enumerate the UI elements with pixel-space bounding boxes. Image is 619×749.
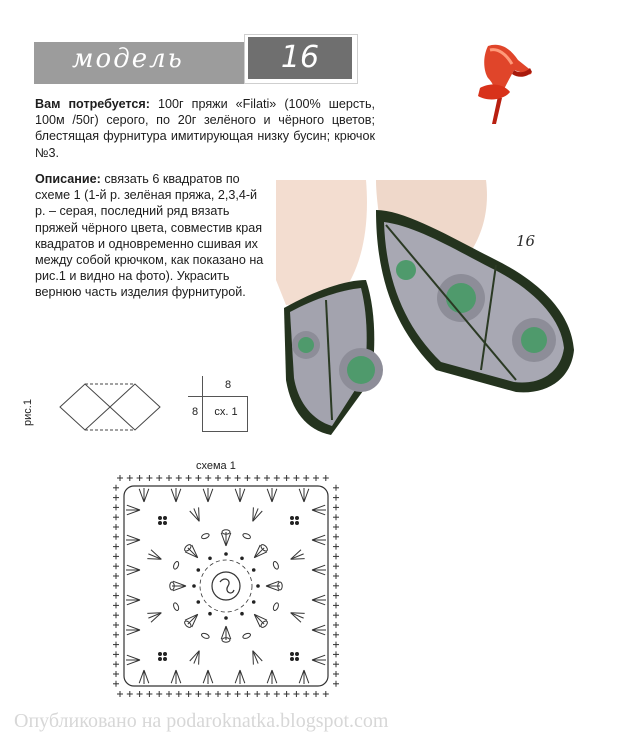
stitch-cross: [333, 632, 339, 638]
stitch-cross: [235, 691, 241, 697]
stitch-cross: [333, 651, 339, 657]
stitch-cross: [293, 691, 299, 697]
stitch-fan: [147, 550, 161, 559]
slip-stitch-dot: [290, 521, 294, 525]
stitch-cross: [254, 691, 260, 697]
stitch-cross: [264, 475, 270, 481]
slip-stitch-dot: [290, 657, 294, 661]
stitch-cross: [284, 691, 290, 697]
stitch-fan: [312, 655, 326, 665]
slip-stitch-dot: [224, 616, 228, 620]
stitch-cross: [113, 534, 119, 540]
stitch-cross: [117, 691, 123, 697]
slip-stitch-dot: [290, 652, 294, 656]
stitch-cross: [186, 691, 192, 697]
stitch-fan: [126, 595, 140, 605]
stitch-cross: [113, 602, 119, 608]
chain-stitch: [272, 602, 279, 611]
stitch-cross: [137, 475, 143, 481]
stitch-cross: [264, 691, 270, 697]
stitch-cross: [215, 475, 221, 481]
stitch-cross: [166, 475, 172, 481]
stitch-cross: [127, 475, 133, 481]
model-number: 16: [280, 40, 320, 75]
stitch-cross: [333, 563, 339, 569]
stitch-cross: [254, 475, 260, 481]
stitch-cross: [323, 475, 329, 481]
stitch-fan: [190, 507, 199, 521]
chain-stitch: [201, 533, 210, 540]
slip-stitch-dot: [256, 584, 260, 588]
stitch-fan: [171, 670, 181, 684]
figure-label: рис.1: [22, 399, 34, 426]
stitch-cross: [215, 691, 221, 697]
assembly-diagram: [58, 382, 168, 432]
stitch-cross: [166, 691, 172, 697]
slip-stitch-dot: [192, 584, 196, 588]
stitch-fan: [147, 613, 161, 622]
stitch-cross: [333, 612, 339, 618]
stitch-fan: [312, 505, 326, 515]
stitch-fan: [126, 535, 140, 545]
crochet-schema: [108, 470, 344, 700]
stitch-cross: [333, 642, 339, 648]
stitch-cross: [146, 475, 152, 481]
slip-stitch-dot: [295, 652, 299, 656]
stitch-cross: [205, 691, 211, 697]
model-title: модель: [72, 44, 184, 74]
stitch-cross: [113, 632, 119, 638]
stitch-fan: [312, 535, 326, 545]
stitch-cross: [127, 691, 133, 697]
slip-stitch-dot: [295, 521, 299, 525]
footer-watermark: Опубликовано на podaroknatka.blogspot.com: [14, 710, 389, 732]
chain-stitch: [272, 561, 279, 570]
stitch-cross: [113, 681, 119, 687]
stitch-cross: [303, 691, 309, 697]
stitch-cross: [113, 651, 119, 657]
slip-stitch-dot: [158, 516, 162, 520]
stitch-cross: [333, 495, 339, 501]
slip-stitch-dot: [295, 516, 299, 520]
stitch-cross: [113, 573, 119, 579]
stitch-cross: [146, 691, 152, 697]
slip-stitch-dot: [163, 521, 167, 525]
materials-paragraph: [35, 96, 375, 161]
stitch-fan: [139, 488, 149, 502]
stitch-cross: [333, 681, 339, 687]
stitch-cross: [176, 475, 182, 481]
photo-number-label: 16: [516, 232, 536, 250]
stitch-cross: [333, 671, 339, 677]
stitch-cross: [274, 475, 280, 481]
slip-stitch-dot: [163, 516, 167, 520]
stitch-cross: [333, 485, 339, 491]
stitch-cross: [323, 691, 329, 697]
stitch-fan: [291, 550, 305, 559]
stitch-fan: [312, 595, 326, 605]
stitch-cross: [113, 622, 119, 628]
stitch-cross: [137, 691, 143, 697]
stitch-cross: [113, 504, 119, 510]
stitch-cross: [333, 573, 339, 579]
chain-stitch: [173, 602, 180, 611]
stitch-cross: [313, 475, 319, 481]
stitch-fan: [190, 651, 199, 665]
slip-stitch-dot: [224, 552, 228, 556]
slip-stitch-dot: [163, 657, 167, 661]
slip-stitch-dot: [208, 556, 212, 560]
stitch-cross: [113, 485, 119, 491]
stitch-cross: [113, 593, 119, 599]
size-cell: сх. 1: [214, 406, 238, 418]
stitch-fan: [235, 488, 245, 502]
stitch-cross: [293, 475, 299, 481]
slip-stitch-dot: [158, 657, 162, 661]
stitch-cross: [176, 691, 182, 697]
stitch-cross: [225, 475, 231, 481]
stitch-fan: [253, 651, 262, 665]
slip-stitch-dot: [295, 657, 299, 661]
stitch-cross: [303, 475, 309, 481]
stitch-cross: [333, 504, 339, 510]
stitch-cross: [333, 544, 339, 550]
stitch-cross: [113, 495, 119, 501]
stitch-fan: [139, 670, 149, 684]
stitch-cross: [113, 612, 119, 618]
stitch-cross: [186, 475, 192, 481]
slip-stitch-dot: [240, 612, 244, 616]
description-text: связать 6 квадратов по схеме 1 (1-й р. зелёная пряжа, 2,3,4-й р. – серая, последний ряд вязать пряжей чёрного цвета, совместив края квадратов и одновременно сшивая их между собой крючком, как показано на рис.1 и видно на фото). Украсить вернюю часть изделия фурнитурой.: [35, 172, 264, 300]
stitch-cross: [117, 475, 123, 481]
slippers-photo: [276, 180, 574, 450]
slip-stitch-dot: [208, 612, 212, 616]
stitch-cross: [113, 514, 119, 520]
chain-stitch: [242, 632, 251, 639]
stitch-cross: [113, 583, 119, 589]
stitch-cross: [156, 475, 162, 481]
stitch-fan: [171, 488, 181, 502]
slip-stitch-dot: [252, 600, 256, 604]
stitch-cross: [156, 691, 162, 697]
stitch-cross: [113, 661, 119, 667]
stitch-cross: [333, 593, 339, 599]
size-left: 8: [191, 406, 199, 418]
stitch-fan: [203, 670, 213, 684]
size-table: [188, 376, 248, 432]
slip-stitch-dot: [290, 516, 294, 520]
slip-stitch-dot: [240, 556, 244, 560]
description-paragraph: [35, 171, 271, 301]
stitch-cross: [333, 583, 339, 589]
stitch-cross: [113, 553, 119, 559]
slip-stitch-dot: [252, 568, 256, 572]
slip-stitch-dot: [158, 652, 162, 656]
stitch-fan: [299, 670, 309, 684]
stitch-cross: [333, 661, 339, 667]
stitch-fan: [267, 488, 277, 502]
stitch-fan: [312, 565, 326, 575]
stitch-cross: [235, 475, 241, 481]
chain-stitch: [242, 533, 251, 540]
stitch-fan: [126, 565, 140, 575]
stitch-cross: [274, 691, 280, 697]
slip-stitch-dot: [158, 521, 162, 525]
stitch-cross: [333, 553, 339, 559]
size-top: 8: [224, 379, 232, 391]
slip-stitch-dot: [196, 600, 200, 604]
stitch-fan: [291, 613, 305, 622]
stitch-cross: [333, 534, 339, 540]
stitch-cross: [113, 544, 119, 550]
chain-stitch: [201, 632, 210, 639]
stitch-fan: [126, 505, 140, 515]
stitch-cross: [113, 642, 119, 648]
red-shoe-icon: [470, 38, 540, 128]
stitch-cross: [284, 475, 290, 481]
stitch-cross: [195, 475, 201, 481]
stitch-cross: [195, 691, 201, 697]
slip-stitch-dot: [196, 568, 200, 572]
stitch-fan: [126, 655, 140, 665]
stitch-fan: [203, 488, 213, 502]
slip-stitch-dot: [163, 652, 167, 656]
stitch-fan: [253, 507, 262, 521]
stitch-cross: [333, 524, 339, 530]
stitch-fan: [235, 670, 245, 684]
stitch-cross: [205, 475, 211, 481]
stitch-cross: [333, 622, 339, 628]
materials-label: Вам потребуется:: [35, 97, 150, 111]
stitch-cross: [113, 524, 119, 530]
stitch-cross: [313, 691, 319, 697]
stitch-fan: [126, 625, 140, 635]
stitch-cross: [244, 691, 250, 697]
stitch-cross: [113, 671, 119, 677]
stitch-cross: [333, 514, 339, 520]
stitch-fan: [267, 670, 277, 684]
schema-title: схема 1: [196, 460, 236, 472]
stitch-fan: [312, 625, 326, 635]
description-label: Описание:: [35, 172, 101, 186]
stitch-cross: [113, 563, 119, 569]
stitch-cross: [333, 602, 339, 608]
chain-stitch: [173, 561, 180, 570]
stitch-cross: [244, 475, 250, 481]
materials-text: 100г пряжи «Filati» (100% шерсть, 100м /50г) серого, по 20г зелёного и чёрного цветов; блестящая фурнитура имитирующая низку бусин; крючок №3.: [35, 97, 375, 160]
stitch-cross: [225, 691, 231, 697]
stitch-fan: [299, 488, 309, 502]
